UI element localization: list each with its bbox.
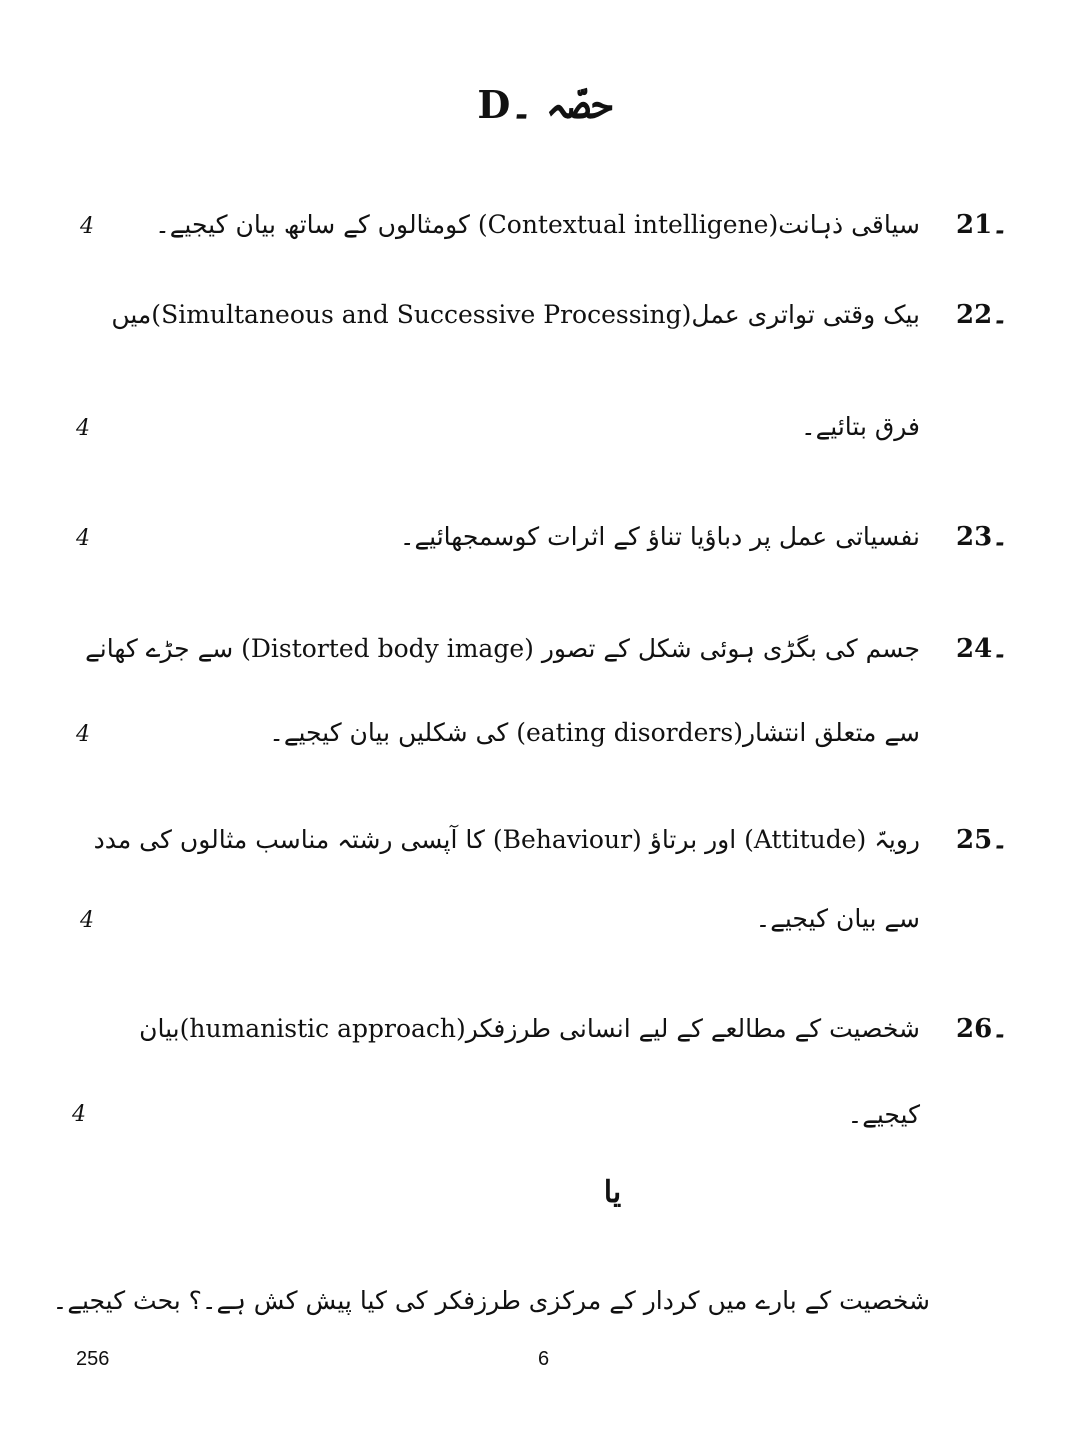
question-text-line: جسم کی بگڑی ہوئی شکل کے تصور (Distorted body image) سے جڑے کھانے xyxy=(85,634,920,663)
question-marks: 4 xyxy=(76,416,90,441)
question-marks: 4 xyxy=(72,1102,86,1127)
question-number: 23۔ xyxy=(956,522,1008,552)
question-number: 22۔ xyxy=(956,300,1008,330)
question-text-line: رویہّ (Attitude) اور برتاؤ (Behaviour) کا آپسی رشتہ مناسب مثالوں کی مدد xyxy=(93,825,920,854)
question-text-line: سیاقی ذہانت(Contextual intelligene) کومثالوں کے ساتھ بیان کیجیے۔ xyxy=(155,210,920,239)
question-text-line: شخصیت کے مطالعے کے لیے انسانی طرزفکر(humanistic approach)بیان xyxy=(139,1014,920,1043)
page-number: 6 xyxy=(538,1348,550,1370)
question-text-line: فرق بتائیے۔ xyxy=(800,412,920,441)
question-number: 26۔ xyxy=(956,1014,1008,1044)
question-number: 25۔ xyxy=(956,825,1008,855)
question-marks: 4 xyxy=(80,908,94,933)
paper-code: 256 xyxy=(76,1348,110,1370)
question-number: 24۔ xyxy=(956,634,1008,664)
question-text-line: نفسیاتی عمل پر دباؤیا تناؤ کے اثرات کوسمجھائیے۔ xyxy=(399,522,920,551)
question-text-line: کیجیے۔ xyxy=(847,1100,920,1129)
section-title: حصّہ ۔D xyxy=(477,82,613,127)
question-number: 21۔ xyxy=(956,210,1008,240)
question-text-line: سے بیان کیجیے۔ xyxy=(755,904,920,933)
alternative-question-text: شخصیت کے بارے میں کردار کے مرکزی طرزفکر کی کیا پیش کش ہے۔؟ بحث کیجیے۔ xyxy=(52,1286,930,1315)
question-marks: 4 xyxy=(76,722,90,747)
question-marks: 4 xyxy=(76,526,90,551)
question-marks: 4 xyxy=(80,214,94,239)
or-label: یا xyxy=(603,1175,622,1210)
question-text-line: بیک وقتی تواتری عمل(Simultaneous and Successive Processing)میں xyxy=(111,300,920,329)
question-text-line: سے متعلق انتشار(eating disorders) کی شکلیں بیان کیجیے۔ xyxy=(269,718,920,747)
